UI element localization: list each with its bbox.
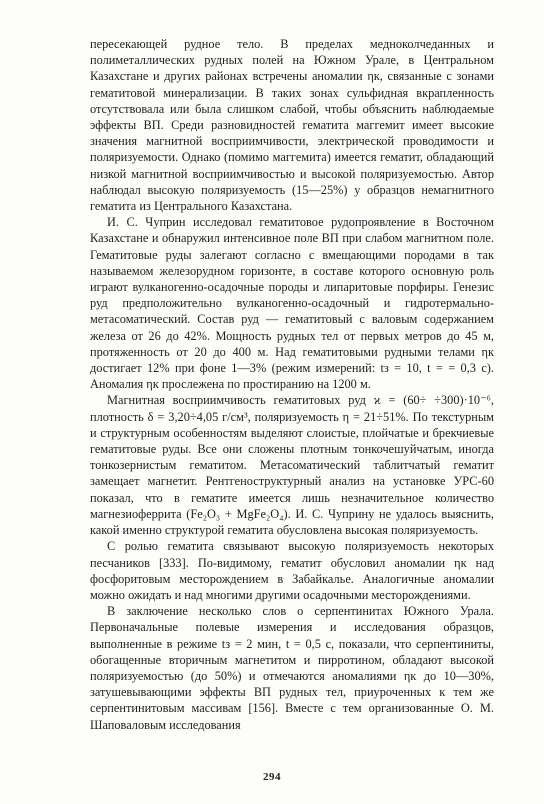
paragraph-3: Магнитная восприимчивость гематитовых руд ϰ = (60÷ ÷300)·10⁻⁶, плотность δ = 3,20÷4,05 г/см³, поляризуемость η = 21÷51%. По текстурным и структурным особенностям выделяют слоистые, плойчатые и брекчиевые гематитовые руды. Все они сложены плотным тонкочешуйчатым, иногда тонкозернистым гематитом. Метасоматический таблитчатый гематит замещает магнетит. Рентгеноструктурный анализ на установке УРС-60 показал, что в гематите имеется лишь незначительное количество магнезиоферрита (Fe₂O₃ + MgFe₂O₄). И. С. Чуприну не удалось выяснить, какой именно структурой гематита обусловлена высокая поляризуемость. [90, 393, 494, 538]
paragraph-1: пересекающей рудное тело. В пределах медноколчеданных и полиметаллических рудных полей на Южном Урале, в Центральном Казахстане и других районах встречены аномалии ηк, связанные с зонами гематитовой минерализации. В таких зонах сульфидная вкрапленность отсутствовала или была слишком слабой, чтобы объяснить наблюдаемые эффекты ВП. Среди разновидностей гематита маггемит имеет высокие значения магнитной восприимчивости, электрической проводимости и поляризуемости. Однако (помимо маггемита) имеется гематит, обладающий низкой магнитной восприимчивостью и высокой поляризуемостью. Автор наблюдал высокую поляризуемость (15—25%) у образцов немагнитного гематита из Центрального Казахстана. [90, 37, 494, 214]
paragraph-2: И. С. Чуприн исследовал гематитовое рудопроявление в Восточном Казахстане и обнаружил интенсивное поле ВП при слабом магнитном поле. Гематитовые руды залегают согласно с вмещающими породами в так называемом железорудном горизонте, в составе которого основную роль играют вулканогенно-осадочные породы и липаритовые порфиры. Генезис руд предположительно вулканогенно-осадочный и гидротермально-метасоматический. Состав руд — гематитовый с валовым содержанием железа от 26 до 42%. Мощность рудных тел от первых метров до 45 м, протяженность от 20 до 400 м. Над гематитовыми рудными телами ηк достигает 12% при фоне 1—3% (режим измерений: tз = 10, t = = 0,3 с). Аномалия ηк прослежена по простиранию на 1200 м. [90, 215, 494, 392]
page-number: 294 [263, 771, 281, 783]
paragraph-4: С ролью гематита связывают высокую поляризуемость некоторых песчаников [333]. По-видимому, гематит обусловил аномалии ηк над фосфоритовым месторождением в Забайкалье. Аналогичные аномалии можно ожидать и над многими другими осадочными месторождениями. [90, 539, 494, 602]
paragraph-5: В заключение несколько слов о серпентинитах Южного Урала. Первоначальные полевые измерения и исследования образцов, выполненные в режиме tз = 2 мин, t = 0,5 с, показали, что серпентиниты, обогащенные вторичным магнетитом и пирротином, обладают высокой поляризуемостью (до 50%) и отмечаются аномалиями ηк до 10—30%, затушевывающими эффекты ВП рудных тел, приуроченных к тем же серпентинитовым массивам [156]. Вместе с тем организованные О. М. Шаповаловым исследования [90, 604, 494, 732]
body-text [90, 36, 494, 733]
